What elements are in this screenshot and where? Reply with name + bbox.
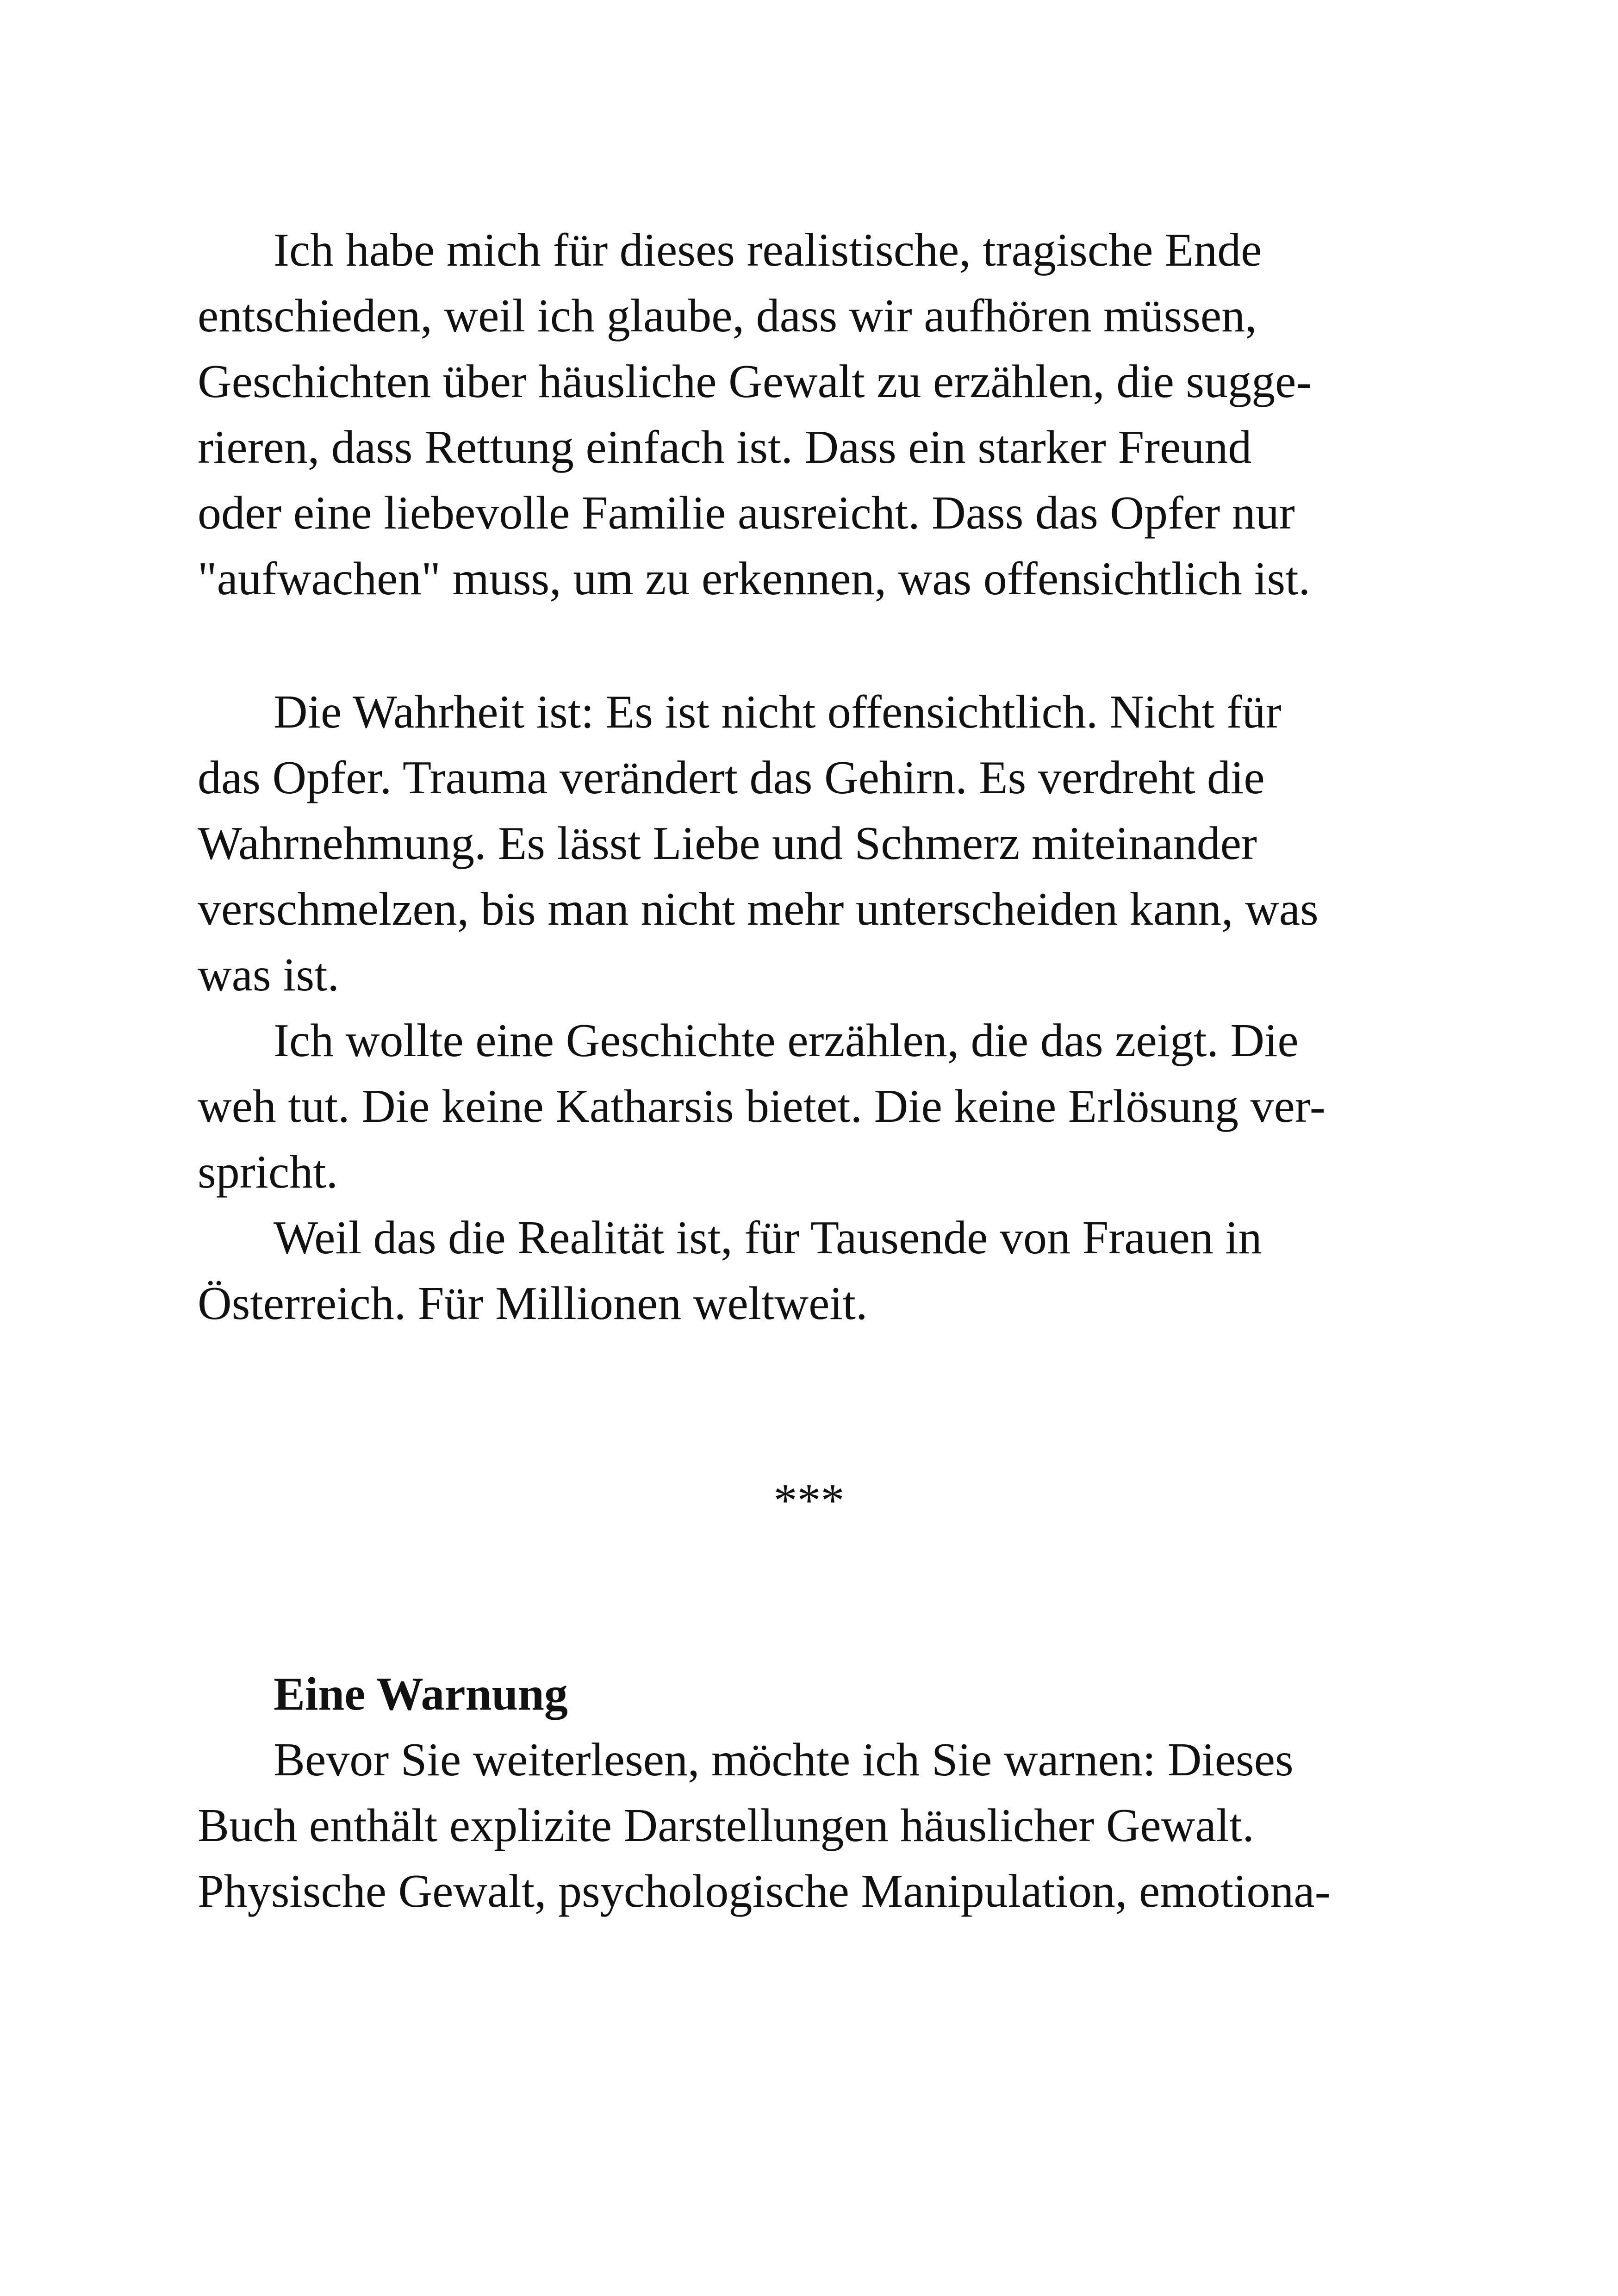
paragraph2-line-1: Die Wahrheit ist: Es ist nicht offensichtlich. Nicht für: [274, 686, 1282, 738]
warning-line-3: Physische Gewalt, psychologische Manipulation, emotiona-: [198, 1865, 1331, 1917]
paragraph2-line-2: das Opfer. Trauma verändert das Gehirn. Es verdreht die: [198, 752, 1265, 804]
paragraph1-line-6: "aufwachen" muss, um zu erkennen, was offensichtlich ist.: [198, 553, 1311, 605]
section-separator: ***: [773, 1475, 845, 1527]
paragraph1-line-1: Ich habe mich für dieses realistische, tragische Ende: [274, 224, 1262, 276]
paragraph1-line-3: Geschichten über häusliche Gewalt zu erzählen, die sugge-: [198, 355, 1312, 408]
paragraph4-line-1: Weil das die Realität ist, für Tausende von Frauen in: [274, 1212, 1262, 1264]
paragraph1-line-5: oder eine liebevolle Familie ausreicht. Dass das Opfer nur: [198, 487, 1295, 539]
paragraph2-line-4: verschmelzen, bis man nicht mehr unterscheiden kann, was: [198, 883, 1319, 935]
paragraph3-line-3: spricht.: [198, 1146, 338, 1198]
warning-line-1: Bevor Sie weiterlesen, möchte ich Sie warnen: Dieses: [274, 1734, 1294, 1786]
paragraph2-line-3: Wahrnehmung. Es lässt Liebe und Schmerz miteinander: [198, 817, 1257, 870]
paragraph2-line-5: was ist.: [198, 949, 339, 1001]
paragraph4-line-2: Österreich. Für Millionen weltweit.: [198, 1277, 868, 1330]
paragraph1-line-2: entschieden, weil ich glaube, dass wir aufhören müssen,: [198, 290, 1257, 342]
warning-line-2: Buch enthält explizite Darstellungen häuslicher Gewalt.: [198, 1799, 1254, 1852]
paragraph3-line-1: Ich wollte eine Geschichte erzählen, die das zeigt. Die: [274, 1014, 1299, 1067]
warning-heading: Eine Warnung: [274, 1668, 568, 1720]
paragraph3-line-2: weh tut. Die keine Katharsis bietet. Die keine Erlösung ver-: [198, 1080, 1326, 1132]
paragraph1-line-4: rieren, dass Rettung einfach ist. Dass ein starker Freund: [198, 421, 1252, 473]
